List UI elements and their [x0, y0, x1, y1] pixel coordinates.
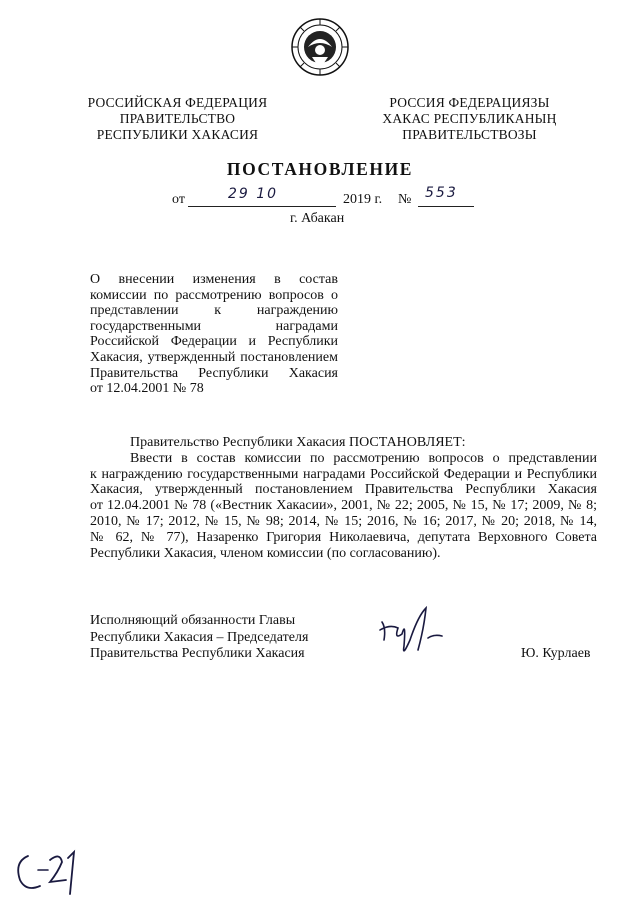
decree-statement: Правительство Республики Хакасия ПОСТАНОВЛЯЕТ: — [130, 435, 466, 450]
signatory-name: Ю. Курлаев — [521, 646, 591, 661]
body-line: от 12.04.2001 № 78 («Вестник Хакасии», 2001, № 22; 2005, № 15, № 17; 2009, № 8; — [90, 498, 597, 514]
signatory-line: Республики Хакасия – Председателя — [90, 629, 309, 645]
header-right-line: РОССИЯ ФЕДЕРАЦИЯЗЫ — [389, 95, 550, 110]
subject-line: комиссии по рассмотрению вопросов о — [90, 287, 338, 303]
header-right-khakas — [362, 95, 577, 143]
decree-body — [90, 435, 597, 561]
handwritten-signature — [372, 600, 452, 660]
subject-block — [90, 272, 338, 397]
header-left-line: ПРАВИТЕЛЬСТВО — [119, 111, 236, 126]
body-line: к награждению государственными наградами Российской Федерации и Республики — [90, 466, 597, 482]
subject-line: государственными наградами — [90, 318, 338, 334]
header-right-line: ПРАВИТЕЛЬСТВОЗЫ — [402, 127, 537, 142]
body-line: Хакасия, утвержденный постановлением Правительства Республики Хакасия — [90, 482, 597, 498]
signatory-line: Правительства Республики Хакасия — [90, 646, 305, 661]
header-left-ru — [70, 95, 285, 143]
header-left-line: РОССИЙСКАЯ ФЕДЕРАЦИЯ — [87, 95, 268, 110]
subject-line: О внесении изменения в состав — [90, 272, 338, 287]
subject-line: представлении к награждению — [90, 303, 338, 319]
number-handwritten: 553 — [425, 185, 458, 201]
header-left-line: РЕСПУБЛИКИ ХАКАСИЯ — [96, 127, 259, 142]
number-label: № — [398, 192, 412, 207]
subject-line: Хакасия, утвержденный постановлением — [90, 349, 338, 365]
republic-emblem-icon — [290, 17, 350, 77]
body-line: Ввести в состав комиссии по рассмотрению вопросов о представлении — [130, 450, 597, 466]
subject-line: Российской Федерации и Республики — [90, 334, 338, 350]
document-title: ПОСТАНОВЛЕНИЕ — [226, 159, 414, 179]
signatory-line: Исполняющий обязанности Главы — [90, 613, 296, 628]
header-right-line: ХАКАС РЕСПУБЛИКАНЫҢ — [382, 111, 557, 126]
subject-line: Правительства Республики Хакасия — [90, 365, 338, 381]
date-prefix: от — [172, 192, 185, 207]
subject-line: от 12.04.2001 № 78 — [90, 381, 204, 397]
city: г. Абакан — [290, 211, 345, 226]
date-year: 2019 г. — [343, 192, 383, 207]
date-handwritten: 29 10 — [228, 186, 279, 202]
handwritten-registration-mark — [10, 838, 90, 900]
signatory-position — [90, 613, 308, 663]
body-line: 2010, № 17; 2012, № 15, № 98; 2014, № 15; 2016, № 16; 2017, № 20; 2018, № 14, — [90, 513, 597, 529]
body-line: № 62, № 77), Назаренко Григория Николаевича, депутата Верховного Совета — [90, 529, 597, 545]
body-line: Республики Хакасия, членом комиссии (по согласованию). — [90, 545, 441, 561]
